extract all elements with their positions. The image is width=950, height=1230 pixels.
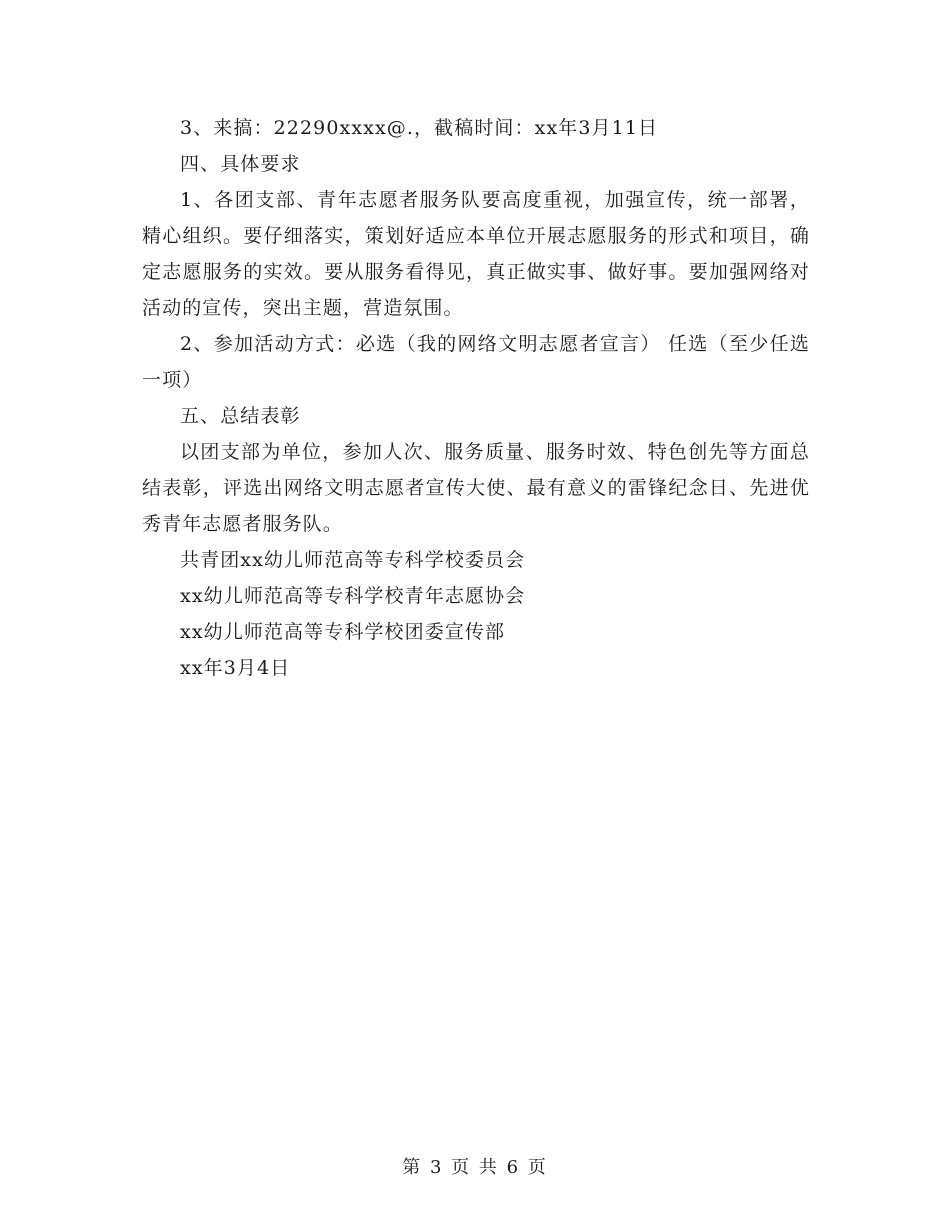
section-heading-awards: 五、总结表彰 bbox=[180, 405, 301, 427]
signature-organization-1: 共青团xx幼儿师范高等专科学校委员会 bbox=[180, 549, 526, 571]
page-number: 第 3 页 共 6 页 bbox=[402, 1157, 548, 1178]
document-body bbox=[142, 110, 810, 686]
awards-paragraph: 以团支部为单位，参加人次、服务质量、服务时效、特色创先等方面总结表彰，评选出网络文明志愿者宣传大使、最有意义的雷锋纪念日、先进优秀青年志愿者服务队。 bbox=[142, 441, 810, 535]
submission-info: 3、来搞：22290xxxx@.，截稿时间：xx年3月11日 bbox=[180, 117, 659, 139]
requirement-paragraph-1: 1、各团支部、青年志愿者服务队要高度重视，加强宣传，统一部署，精心组织。要仔细落实，策划好适应本单位开展志愿服务的形式和项目，确定志愿服务的实效。要从服务看得见，真正做实事、做好事。要加强网络对活动的宣传，突出主题，营造氛围。 bbox=[142, 189, 810, 319]
section-heading-requirements: 四、具体要求 bbox=[180, 153, 301, 175]
requirement-paragraph-2: 2、参加活动方式：必选（我的网络文明志愿者宣言） 任选（至少任选一项） bbox=[142, 333, 810, 391]
signature-date: xx年3月4日 bbox=[180, 657, 291, 679]
signature-organization-2: xx幼儿师范高等专科学校青年志愿协会 bbox=[180, 585, 526, 607]
signature-organization-3: xx幼儿师范高等专科学校团委宣传部 bbox=[180, 621, 506, 643]
